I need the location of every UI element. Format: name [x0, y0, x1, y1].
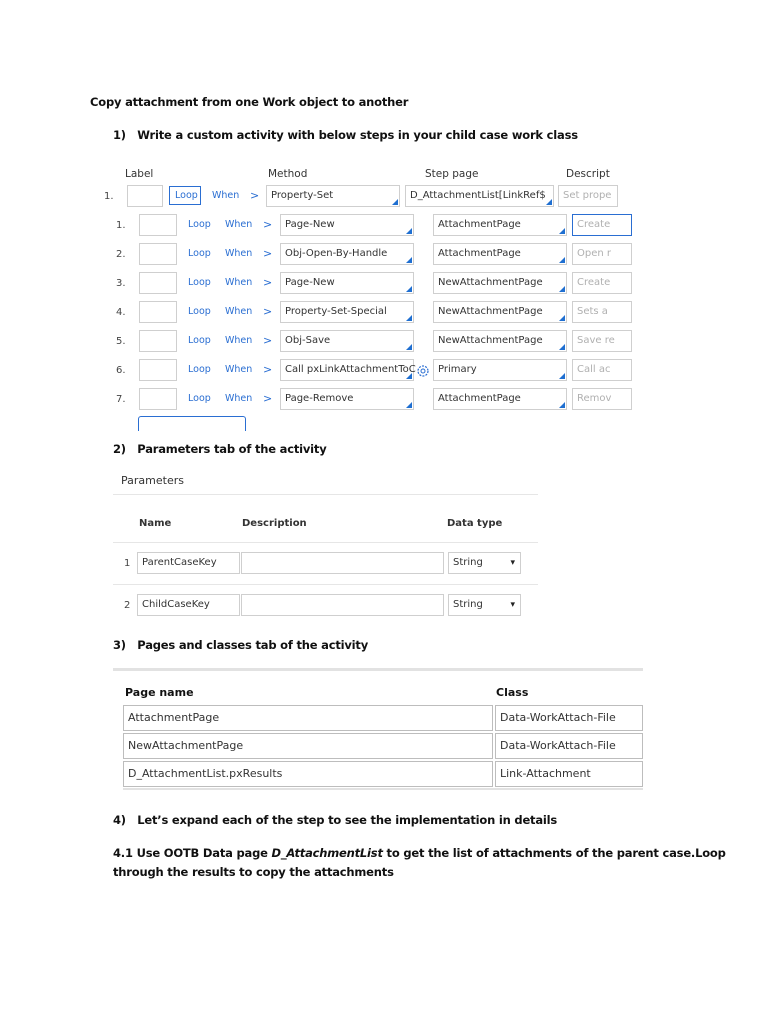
- method-value: Property-Set-Special: [285, 306, 387, 317]
- chevron-right-icon[interactable]: >: [263, 305, 273, 318]
- description-value: Set prope: [563, 190, 612, 201]
- step-4-heading: 4) Let’s expand each of the step to see the implementation in details: [113, 813, 558, 827]
- step-number: 5.: [116, 336, 126, 347]
- description-input[interactable]: [558, 185, 618, 207]
- step-page-input[interactable]: [433, 272, 567, 294]
- method-input[interactable]: [280, 330, 414, 352]
- data-type-column-header: Data type: [447, 518, 503, 529]
- step-1-heading: 1) Write a custom activity with below steps in your child case work class: [113, 128, 578, 142]
- autocomplete-icon: [406, 257, 412, 263]
- description-value: Open r: [577, 248, 611, 259]
- section-4-1-line-2: through the results to copy the attachments: [113, 865, 394, 879]
- method-value: Obj-Save: [285, 335, 331, 346]
- when-link[interactable]: When: [225, 306, 253, 317]
- step-label-input[interactable]: [139, 330, 177, 352]
- step-page-input[interactable]: [433, 388, 567, 410]
- data-type-value: String: [453, 599, 483, 610]
- parameter-name-value: ChildCaseKey: [142, 599, 210, 610]
- row-number: 2: [124, 600, 131, 611]
- description-value: Call ac: [577, 364, 611, 375]
- method-value: Page-Remove: [285, 393, 354, 404]
- parameter-description-input[interactable]: [241, 552, 444, 574]
- section-4-1-line-1: [113, 846, 726, 860]
- document-title: Copy attachment from one Work object to another: [90, 95, 409, 109]
- when-link[interactable]: When: [225, 335, 253, 346]
- class-column-header: Class: [496, 686, 529, 699]
- chevron-right-icon[interactable]: >: [250, 189, 260, 202]
- divider: [123, 788, 643, 790]
- divider: [113, 494, 538, 495]
- description-input[interactable]: [572, 214, 632, 236]
- step-3-heading: 3) Pages and classes tab of the activity: [113, 638, 369, 652]
- activity-steps-table: [100, 160, 615, 425]
- class-input[interactable]: Link-Attachment: [495, 761, 643, 787]
- autocomplete-icon: [406, 402, 412, 408]
- step-page-input[interactable]: [405, 185, 554, 207]
- step-number: 3.: [116, 278, 126, 289]
- when-link[interactable]: When: [225, 219, 253, 230]
- autocomplete-icon: [392, 199, 398, 205]
- section-4-1-suffix: to get the list of attachments of the parent case.Loop: [382, 846, 726, 860]
- row-number: 1: [124, 558, 131, 569]
- page-name-input[interactable]: D_AttachmentList.pxResults: [123, 761, 493, 787]
- data-type-select[interactable]: [448, 552, 521, 574]
- data-type-value: String: [453, 557, 483, 568]
- step-number: 1.: [116, 220, 126, 231]
- description-input[interactable]: [572, 272, 632, 294]
- label-column-header: Label: [125, 168, 154, 180]
- step-label-input[interactable]: [139, 214, 177, 236]
- step-label-input[interactable]: [139, 388, 177, 410]
- method-input[interactable]: [280, 272, 414, 294]
- step-number: 7.: [116, 394, 126, 405]
- autocomplete-icon: [406, 344, 412, 350]
- step-page-input[interactable]: [433, 359, 567, 381]
- step-page-value: D_AttachmentList[LinkRef$: [410, 190, 546, 201]
- description-input[interactable]: [572, 359, 632, 381]
- method-input[interactable]: [280, 214, 414, 236]
- step-page-input[interactable]: [433, 243, 567, 265]
- chevron-right-icon[interactable]: >: [263, 247, 273, 260]
- step-page-input[interactable]: [433, 301, 567, 323]
- step-page-value: NewAttachmentPage: [438, 277, 543, 288]
- when-link[interactable]: When: [225, 277, 253, 288]
- section-4-1-prefix: 4.1 Use OOTB Data page: [113, 846, 272, 860]
- parameter-name-input[interactable]: [137, 552, 240, 574]
- step-page-value: NewAttachmentPage: [438, 335, 543, 346]
- autocomplete-icon: [406, 315, 412, 321]
- when-link[interactable]: When: [212, 190, 240, 201]
- description-value: Save re: [577, 335, 615, 346]
- method-input[interactable]: [280, 388, 414, 410]
- page-name-input[interactable]: NewAttachmentPage: [123, 733, 493, 759]
- step-number: 6.: [116, 365, 126, 376]
- parameters-panel: [113, 465, 543, 625]
- step-number: 1.: [104, 191, 114, 202]
- step-page-column-header: Step page: [425, 168, 479, 180]
- section-4-1-data-page: D_AttachmentList: [271, 846, 383, 860]
- step-number: 2.: [116, 249, 126, 260]
- description-value: Create: [577, 277, 611, 288]
- method-value: Obj-Open-By-Handle: [285, 248, 388, 259]
- loop-label: Loop: [175, 190, 198, 201]
- when-link[interactable]: When: [225, 393, 253, 404]
- step-label-input[interactable]: [139, 359, 177, 381]
- step-page-input[interactable]: [433, 330, 567, 352]
- step-page-value: NewAttachmentPage: [438, 306, 543, 317]
- chevron-right-icon[interactable]: >: [263, 363, 273, 376]
- loop-link[interactable]: Loop: [188, 219, 211, 230]
- parameter-name-value: ParentCaseKey: [142, 557, 217, 568]
- step-page-value: AttachmentPage: [438, 393, 521, 404]
- method-input[interactable]: [280, 359, 414, 381]
- class-input[interactable]: Data-WorkAttach-File: [495, 705, 643, 731]
- loop-link[interactable]: Loop: [188, 335, 211, 346]
- step-label-input[interactable]: [139, 301, 177, 323]
- step-page-value: AttachmentPage: [438, 219, 521, 230]
- step-number: 4.: [116, 307, 126, 318]
- step-page-value: AttachmentPage: [438, 248, 521, 259]
- description-value: Remov: [577, 393, 612, 404]
- loop-link[interactable]: Loop: [188, 393, 211, 404]
- loop-link[interactable]: Loop: [188, 364, 211, 375]
- autocomplete-icon: [559, 344, 565, 350]
- divider: [113, 668, 643, 671]
- loop-button[interactable]: [169, 186, 201, 205]
- autocomplete-icon: [406, 286, 412, 292]
- method-input[interactable]: [266, 185, 400, 207]
- chevron-right-icon[interactable]: >: [263, 276, 273, 289]
- method-input[interactable]: [280, 243, 414, 265]
- description-input[interactable]: [572, 388, 632, 410]
- when-link[interactable]: When: [225, 248, 253, 259]
- chevron-right-icon[interactable]: >: [263, 392, 273, 405]
- autocomplete-icon: [559, 315, 565, 321]
- name-column-header: Name: [139, 518, 172, 529]
- loop-link[interactable]: Loop: [188, 248, 211, 259]
- autocomplete-icon: [559, 257, 565, 263]
- parameter-name-input[interactable]: [137, 594, 240, 616]
- step-2-heading: 2) Parameters tab of the activity: [113, 442, 327, 456]
- autocomplete-icon: [546, 199, 552, 205]
- parameter-description-input[interactable]: [241, 594, 444, 616]
- dropdown-arrow-icon: ▾: [510, 600, 515, 610]
- page-name-input[interactable]: AttachmentPage: [123, 705, 493, 731]
- description-column-header: Descript: [566, 168, 610, 180]
- description-input[interactable]: [572, 301, 632, 323]
- step-label-input[interactable]: [127, 185, 163, 207]
- method-column-header: Method: [268, 168, 308, 180]
- loop-link[interactable]: Loop: [188, 306, 211, 317]
- step-page-value: Primary: [438, 364, 477, 375]
- step-label-input[interactable]: [139, 272, 177, 294]
- autocomplete-icon: [406, 373, 412, 379]
- autocomplete-icon: [559, 286, 565, 292]
- loop-link[interactable]: Loop: [188, 277, 211, 288]
- description-column-header: Description: [242, 518, 307, 529]
- dropdown-arrow-icon: ▾: [510, 558, 515, 568]
- description-input[interactable]: [572, 243, 632, 265]
- description-value: Sets a: [577, 306, 608, 317]
- add-step-button[interactable]: [138, 416, 246, 431]
- step-page-input[interactable]: [433, 214, 567, 236]
- autocomplete-icon: [406, 228, 412, 234]
- class-input[interactable]: Data-WorkAttach-File: [495, 733, 643, 759]
- pages-classes-panel: [113, 668, 643, 792]
- chevron-right-icon[interactable]: >: [263, 334, 273, 347]
- description-input[interactable]: [572, 330, 632, 352]
- autocomplete-icon: [559, 228, 565, 234]
- page-name-column-header: Page name: [125, 686, 194, 699]
- method-value: Property-Set: [271, 190, 334, 201]
- method-input[interactable]: [280, 301, 414, 323]
- data-type-select[interactable]: [448, 594, 521, 616]
- autocomplete-icon: [559, 402, 565, 408]
- method-value: Call pxLinkAttachmentToC: [285, 364, 416, 375]
- when-link[interactable]: When: [225, 364, 253, 375]
- step-label-input[interactable]: [139, 243, 177, 265]
- divider: [113, 584, 538, 585]
- method-value: Page-New: [285, 219, 335, 230]
- chevron-right-icon[interactable]: >: [263, 218, 273, 231]
- autocomplete-icon: [559, 373, 565, 379]
- description-value: Create: [577, 219, 611, 230]
- method-value: Page-New: [285, 277, 335, 288]
- divider: [113, 542, 538, 543]
- gear-icon[interactable]: [417, 364, 429, 376]
- parameters-title: Parameters: [121, 474, 184, 487]
